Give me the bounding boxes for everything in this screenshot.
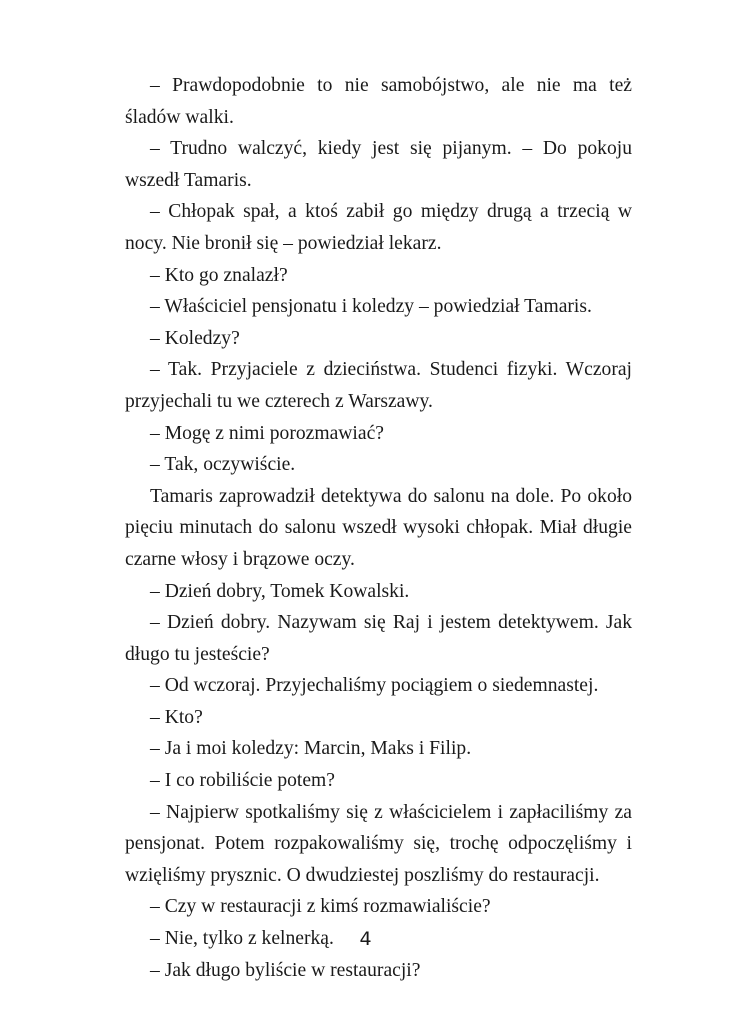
- paragraph-3: – Chłopak spał, a ktoś zabił go między drugą a trzecią w nocy. Nie bronił się – powiedział lekarz.: [125, 201, 632, 254]
- page-body: [125, 70, 632, 986]
- paragraph-4: – Kto go znalazł?: [150, 264, 288, 286]
- paragraph-14: – Kto?: [150, 706, 203, 728]
- paragraph-15: – Ja i moi koledzy: Marcin, Maks i Filip.: [150, 738, 472, 760]
- paragraph-17: – Najpierw spotkaliśmy się z właścicielem i zapłaciliśmy za pensjonat. Potem rozpakowaliśmy się, trochę odpoczęliśmy i wzięliśmy prysznic. O dwudziestej poszliśmy do restauracji.: [125, 801, 632, 886]
- paragraph-13: – Od wczoraj. Przyjechaliśmy pociągiem o siedemnastej.: [150, 675, 599, 697]
- paragraph-16: – I co robiliście potem?: [150, 770, 335, 792]
- paragraph-12: – Dzień dobry. Nazywam się Raj i jestem detektywem. Jak długo tu jesteście?: [125, 612, 632, 665]
- paragraph-1: – Prawdopodobnie to nie samobójstwo, ale nie ma też śladów walki.: [125, 75, 632, 128]
- paragraph-7: – Tak. Przyjaciele z dzieciństwa. Studenci fizyki. Wczoraj przyjechali tu we czterech z Warszawy.: [125, 359, 632, 412]
- paragraph-6: – Koledzy?: [150, 327, 240, 349]
- paragraph-5: – Właściciel pensjonatu i koledzy – powiedział Tamaris.: [150, 296, 592, 318]
- paragraph-10: Tamaris zaprowadził detektywa do salonu na dole. Po około pięciu minutach do salonu wszedł wysoki chłopak. Miał długie czarne włosy i brązowe oczy.: [125, 485, 632, 570]
- paragraph-19: – Nie, tylko z kelnerką.: [150, 928, 334, 950]
- paragraph-18: – Czy w restauracji z kimś rozmawialiście?: [150, 896, 491, 918]
- paragraph-9: – Tak, oczywiście.: [150, 454, 296, 476]
- paragraph-8: – Mogę z nimi porozmawiać?: [150, 422, 384, 444]
- paragraph-20: – Jak długo byliście w restauracji?: [150, 959, 421, 981]
- page-number: 4: [359, 928, 372, 950]
- paragraph-11: – Dzień dobry, Tomek Kowalski.: [150, 580, 410, 602]
- paragraph-2: – Trudno walczyć, kiedy jest się pijanym. – Do pokoju wszedł Tamaris.: [125, 138, 632, 191]
